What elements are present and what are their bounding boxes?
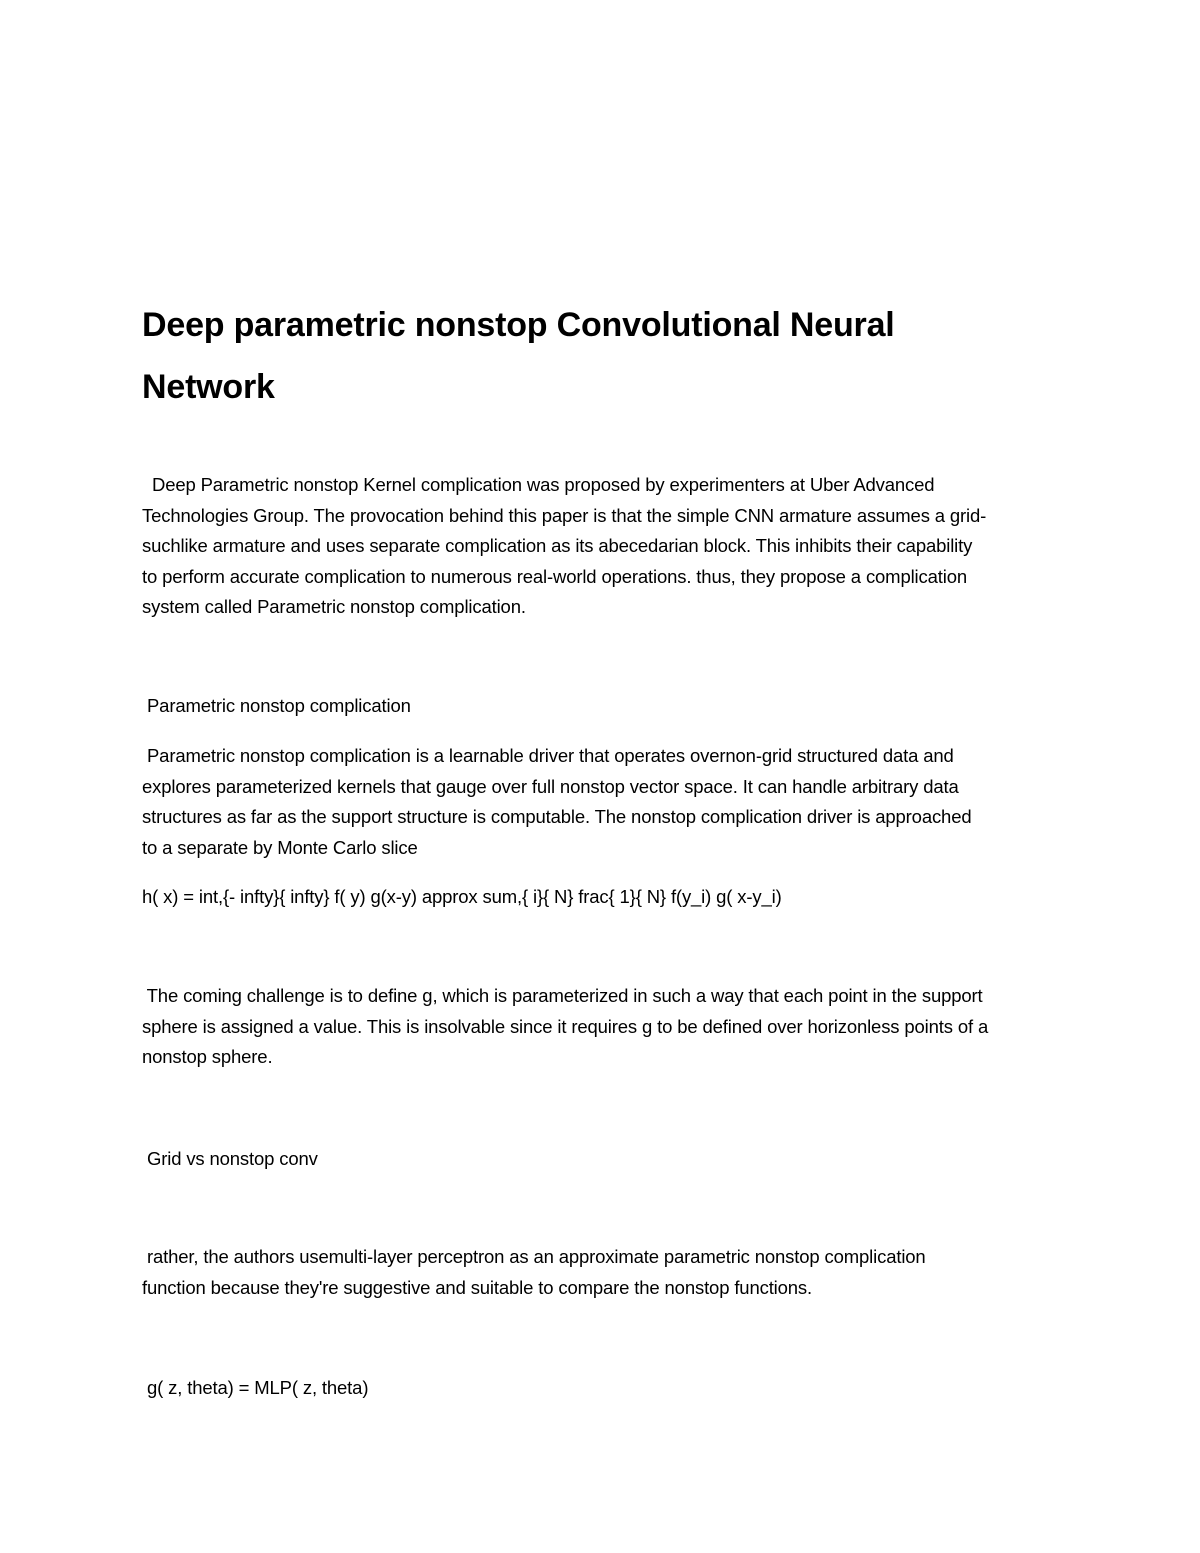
title-line: Deep parametric nonstop Convolutional Neural: [142, 306, 895, 344]
title-line: Network: [142, 368, 275, 406]
paragraph-mlp: [142, 1242, 1058, 1303]
paragraph-intro: [142, 470, 1058, 623]
text-line: explores parameterized kernels that gauge over full nonstop vector space. It can handle arbitrary data: [142, 775, 959, 797]
text-line: to a separate by Monte Carlo slice: [142, 836, 418, 858]
text-line: system called Parametric nonstop complication.: [142, 596, 526, 617]
text-line: structures as far as the support structure is computable. The nonstop complication driver is approached: [142, 806, 972, 827]
document-title: [142, 294, 1042, 418]
text-line: Technologies Group. The provocation behind this paper is that the simple CNN armature assumes a grid-: [142, 504, 987, 526]
text-line: sphere is assigned a value. This is insolvable since it requires g to be defined over horizonless points of a: [142, 1015, 989, 1037]
formula-mlp: g( z, theta) = MLP( z, theta): [142, 1377, 369, 1398]
text-line: suchlike armature and uses separate complication as its abecedarian block. This inhibits their capability: [142, 535, 973, 556]
text-line: nonstop sphere.: [142, 1046, 273, 1067]
text-line: Deep Parametric nonstop Kernel complication was proposed by experimenters at Uber Advanced: [142, 474, 935, 495]
text-line: function because they're suggestive and suitable to compare the nonstop functions.: [142, 1276, 813, 1298]
text-line: The coming challenge is to define g, which is parameterized in such a way that each point in the support: [142, 985, 983, 1006]
text-line: rather, the authors usemulti-layer perceptron as an approximate parametric nonstop complication: [142, 1246, 926, 1267]
paragraph-challenge: [142, 981, 1058, 1073]
section-heading: Grid vs nonstop conv: [142, 1148, 318, 1169]
paragraph-definition: [142, 741, 1058, 863]
formula-monte-carlo: h( x) = int,{- infty}{ infty} f( y) g(x-y) approx sum,{ i}{ N} frac{ 1}{ N} f(y_i) g( x-y_i): [142, 886, 782, 907]
text-line: Parametric nonstop complication is a learnable driver that operates overnon-grid structured data and: [142, 745, 954, 766]
section-heading: Parametric nonstop complication: [142, 695, 411, 716]
text-line: to perform accurate complication to numerous real-world operations. thus, they propose a complication: [142, 565, 967, 587]
